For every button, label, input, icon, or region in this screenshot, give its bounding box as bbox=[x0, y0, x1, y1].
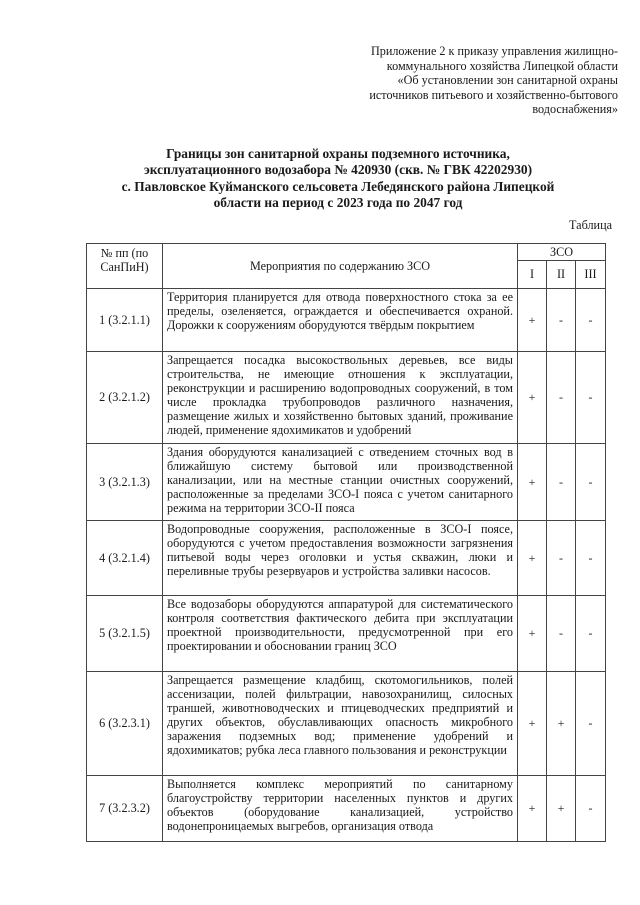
title-line: Границы зон санитарной охраны подземного источника, bbox=[166, 146, 510, 161]
row-belt-2-mark: + bbox=[547, 672, 576, 776]
title-line: области на период с 2023 года по 2047 год bbox=[213, 195, 463, 211]
row-number: 3 (3.2.1.3) bbox=[87, 444, 163, 521]
row-belt-1-mark: + bbox=[518, 776, 547, 842]
table-row bbox=[87, 776, 606, 842]
row-measure-text: Здания оборудуются канализацией с отведением сточных вод в ближайшую систему бытовой или производственной канализации, или на местные станции очистных сооружений, расположенные за пределами ЗСО-I пояса с учетом санитарного режима на территории ЗСО-II пояса bbox=[163, 444, 518, 521]
row-number: 7 (3.2.3.2) bbox=[87, 776, 163, 842]
table-row bbox=[87, 444, 606, 521]
row-belt-2-mark: - bbox=[547, 521, 576, 596]
header-measures: Мероприятия по содержанию ЗСО bbox=[163, 244, 518, 289]
row-belt-3-mark: - bbox=[576, 289, 606, 352]
row-measure-text: Запрещается посадка высокоствольных деревьев, все виды строительства, не имеющие отношения к эксплуатации, реконструкции и расширению водопроводных сооружений, в том числе прокладка трубопроводов различного назначения, размещение жилых и хозяйственно бытовых зданий, проживание людей, применение ядохимикатов и удобрений bbox=[163, 352, 518, 444]
row-belt-2-mark: + bbox=[547, 776, 576, 842]
table-row bbox=[87, 521, 606, 596]
row-number: 2 (3.2.1.2) bbox=[87, 352, 163, 444]
row-belt-3-mark: - bbox=[576, 672, 606, 776]
row-measure-text: Водопроводные сооружения, расположенные в ЗСО-I поясе, оборудуются с учетом предоставления возможности загрязнения питьевой воды через оголовки и устья скважин, люки и переливные трубы резервуаров и устройства заливки насосов. bbox=[163, 521, 518, 596]
row-number: 4 (3.2.1.4) bbox=[87, 521, 163, 596]
appendix-note bbox=[318, 44, 618, 117]
row-belt-1-mark: + bbox=[518, 352, 547, 444]
row-measure-text: Все водозаборы оборудуются аппаратурой для систематического контроля соответствия фактического дебита при эксплуатации проектной производительности, предусмотренной при его проектировании и обосновании границ ЗСО bbox=[163, 596, 518, 672]
row-belt-3-mark: - bbox=[576, 776, 606, 842]
row-belt-2-mark: - bbox=[547, 289, 576, 352]
row-belt-2-mark: - bbox=[547, 352, 576, 444]
row-number: 6 (3.2.3.1) bbox=[87, 672, 163, 776]
header-belt-1: I bbox=[518, 261, 547, 289]
header-zso: ЗСО bbox=[518, 244, 606, 261]
title-line: с. Павловское Куйманского сельсовета Лебедянского района Липецкой bbox=[121, 178, 555, 194]
row-measure-text: Выполняется комплекс мероприятий по санитарному благоустройству территории населенных пунктов и других объектов (оборудование канализацией, устройство водонепроницаемых выгребов, организация отвода bbox=[163, 776, 518, 842]
row-belt-2-mark: - bbox=[547, 596, 576, 672]
row-measure-text: Запрещается размещение кладбищ, скотомогильников, полей ассенизации, полей фильтрации, навозохранилищ, силосных траншей, животноводческих и птицеводческих предприятий и других объектов, обуславливающих опасность микробного заражения подземных вод; применение удобрений и ядохимикатов; рубка леса главного пользования и реконструкции bbox=[163, 672, 518, 776]
row-number: 1 (3.2.1.1) bbox=[87, 289, 163, 352]
header-number: № пп (по СанПиН) bbox=[87, 244, 163, 289]
title-line: эксплуатационного водозабора № 420930 (скв. № ГВК 42202930) bbox=[143, 162, 533, 178]
appendix-line: Приложение 2 к приказу управления жилищно- bbox=[370, 44, 618, 58]
row-belt-3-mark: - bbox=[576, 352, 606, 444]
table-row bbox=[87, 672, 606, 776]
row-belt-3-mark: - bbox=[576, 596, 606, 672]
document-title bbox=[88, 146, 588, 212]
appendix-line: водоснабжения» bbox=[532, 102, 618, 117]
table-row bbox=[87, 352, 606, 444]
row-measure-text: Территория планируется для отвода поверхностного стока за ее пределы, озеленяется, ограждается и обеспечивается охраной. Дорожки к сооружениям оборудуются твёрдым покрытием bbox=[163, 289, 518, 352]
row-belt-2-mark: - bbox=[547, 444, 576, 521]
row-belt-1-mark: + bbox=[518, 521, 547, 596]
table-label: Таблица bbox=[569, 218, 612, 232]
appendix-line: «Об установлении зон санитарной охраны bbox=[397, 73, 618, 88]
row-belt-3-mark: - bbox=[576, 521, 606, 596]
row-number: 5 (3.2.1.5) bbox=[87, 596, 163, 672]
row-belt-1-mark: + bbox=[518, 444, 547, 521]
row-belt-3-mark: - bbox=[576, 444, 606, 521]
header-belt-3: III bbox=[576, 261, 606, 289]
table-row bbox=[87, 289, 606, 352]
table-row bbox=[87, 596, 606, 672]
row-belt-1-mark: + bbox=[518, 289, 547, 352]
zso-measures-table bbox=[86, 243, 606, 842]
row-belt-1-mark: + bbox=[518, 596, 547, 672]
appendix-line: коммунального хозяйства Липецкой области bbox=[386, 58, 618, 73]
header-belt-2: II bbox=[547, 261, 576, 289]
row-belt-1-mark: + bbox=[518, 672, 547, 776]
appendix-line: источников питьевого и хозяйственно-бытового bbox=[369, 87, 618, 102]
